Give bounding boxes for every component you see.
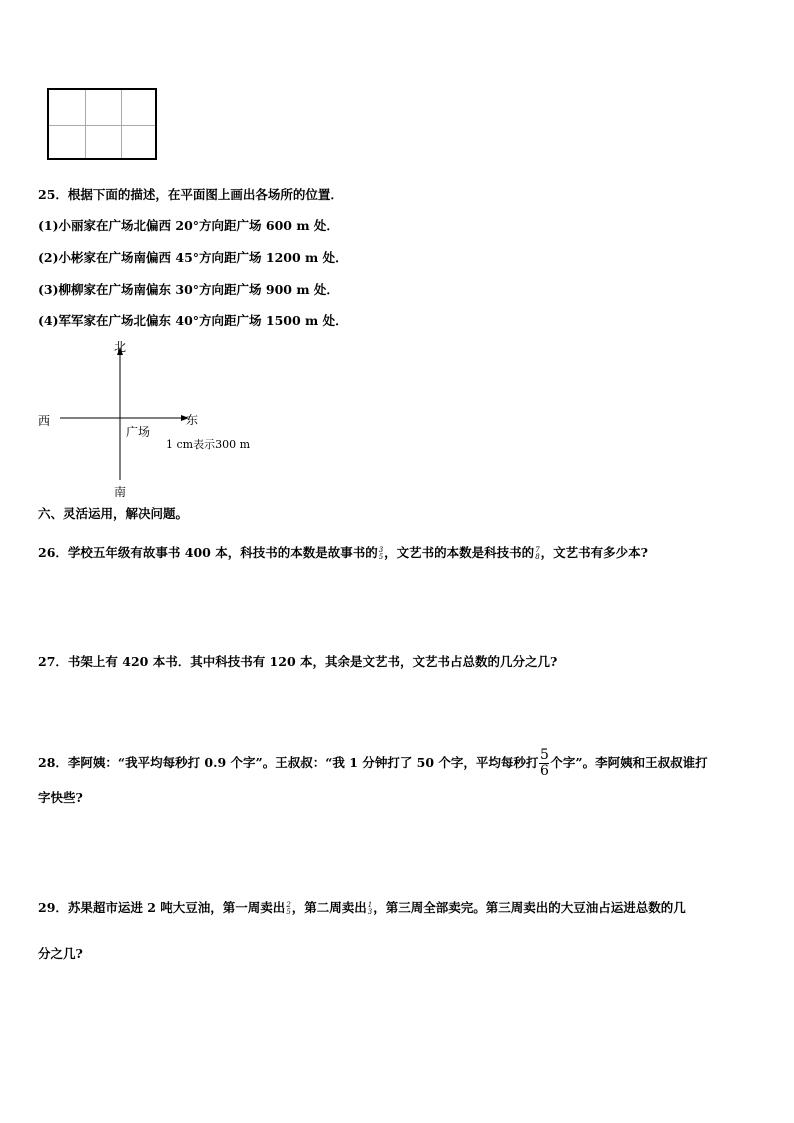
frac-denominator: 6 (539, 763, 549, 779)
frac-denominator: 5 (286, 907, 291, 916)
grid-figure (47, 88, 157, 160)
q29-part-b: ，第二周卖出 (291, 900, 367, 915)
scale-label: 1 cm表示300 m (166, 438, 251, 451)
q29-fraction-1 (286, 902, 290, 916)
q26-text (38, 545, 648, 561)
frac-denominator: 3 (367, 907, 373, 916)
q25-item-1: (1)小丽家在广场北偏西 20°方向距广场 600 m 处． (38, 218, 339, 233)
q26-fraction-1 (379, 547, 383, 561)
frac-denominator: 8 (535, 552, 540, 561)
q28-line-2: 字快些? (38, 790, 83, 805)
q25-title: 25．根据下面的描述，在平面图上画出各场所的位置． (38, 187, 343, 202)
south-label: 南 (114, 485, 127, 499)
q28-part-b: 个字”。李阿姨和王叔叔谁打 (550, 755, 708, 770)
frac-numerator: 5 (539, 747, 549, 763)
q26-part-c: ，文艺书有多少本? (540, 545, 648, 560)
q29-text (38, 900, 686, 916)
frac-numerator: 3 (378, 545, 384, 554)
q28-text (38, 746, 708, 780)
q26-part-b: ，文艺书的本数是科技书的 (384, 545, 535, 560)
q29-fraction-2 (368, 902, 372, 916)
frac-denominator: 5 (378, 552, 384, 561)
q28-part-a: 28．李阿姨：“我平均每秒打 0.9 个字”。王叔叔：“我 1 分钟打了 50 个字，平均每秒打 (38, 755, 539, 770)
section-6-heading: 六、灵活运用，解决问题。 (38, 506, 189, 521)
q29-line-2: 分之几? (38, 946, 83, 961)
q27-text: 27．书架上有 420 本书．其中科技书有 120 本，其余是文艺书，文艺书占总数的几分之几? (38, 654, 558, 669)
north-label: 北 (114, 340, 127, 354)
q25-item-4: (4)军军家在广场北偏东 40°方向距广场 1500 m 处． (38, 313, 348, 328)
q28-fraction (539, 748, 549, 779)
q29-part-c: ，第三周全部卖完。第三周卖出的大豆油占运进总数的几 (373, 900, 686, 915)
frac-numerator: 7 (535, 545, 540, 554)
plaza-label: 广场 (126, 425, 151, 439)
q25-item-2: (2)小彬家在广场南偏西 45°方向距广场 1200 m 处． (38, 250, 348, 265)
q29-part-a: 29．苏果超市运进 2 吨大豆油，第一周卖出 (38, 900, 286, 915)
west-label: 西 (38, 414, 51, 428)
q26-part-a: 26．学校五年级有故事书 400 本，科技书的本数是故事书的 (38, 545, 378, 560)
frac-numerator: 2 (286, 900, 291, 909)
frac-numerator: 1 (367, 900, 373, 909)
east-label: 东 (186, 413, 199, 427)
q25-item-3: (3)柳柳家在广场南偏东 30°方向距广场 900 m 处． (38, 282, 339, 297)
q26-fraction-2 (535, 547, 539, 561)
